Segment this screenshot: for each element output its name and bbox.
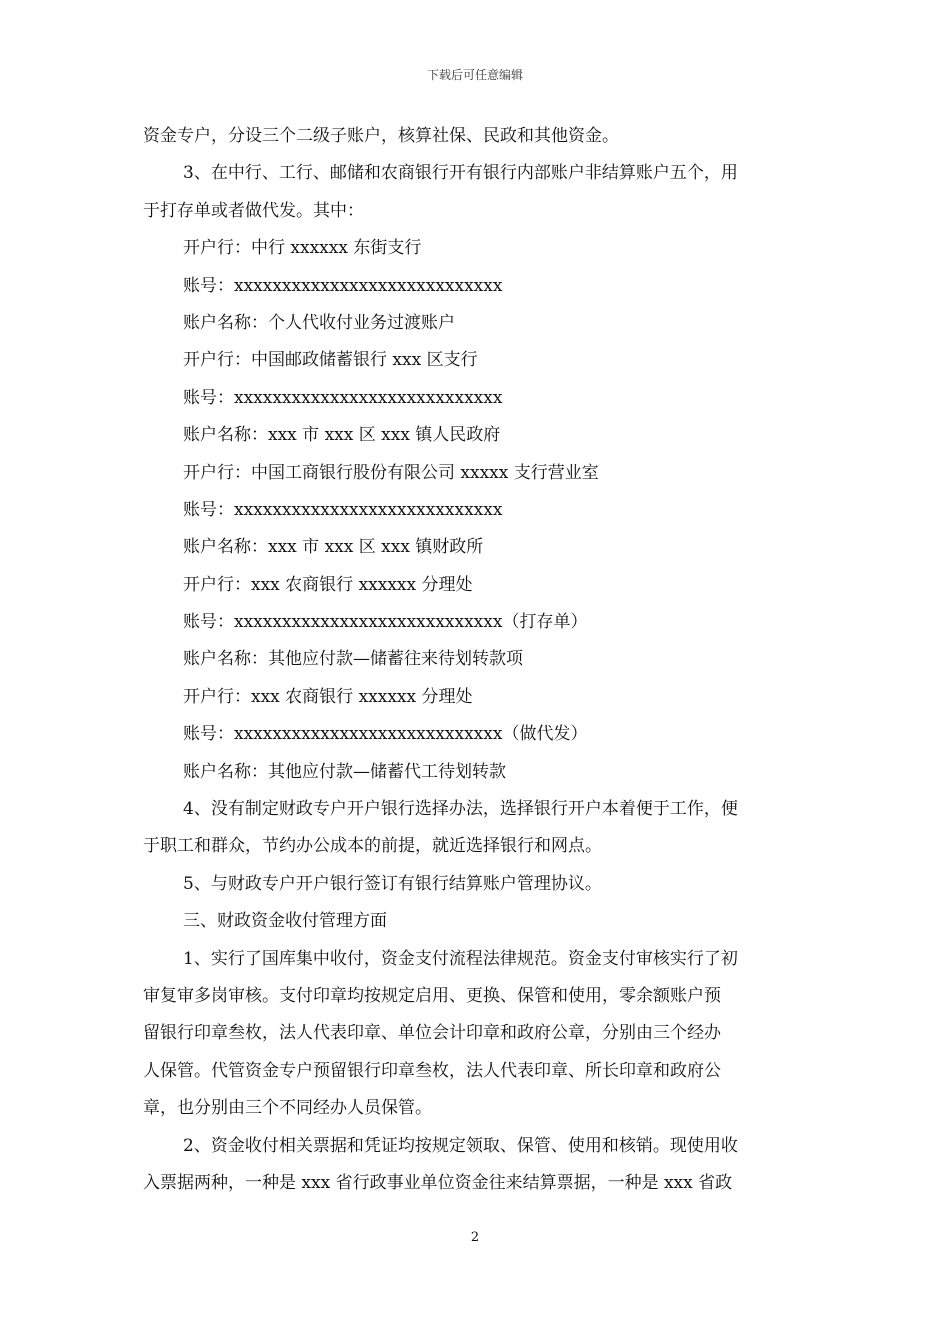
text-line: 账户名称：其他应付款—储蓄往来待划转款项 [183, 649, 523, 670]
text-line: 于职工和群众，节约办公成本的前提，就近选择银行和网点。 [143, 836, 602, 857]
text-line: 开户行：中国邮政储蓄银行 xxx 区支行 [183, 350, 478, 371]
text-line: 账号：xxxxxxxxxxxxxxxxxxxxxxxxxxxx [183, 499, 503, 520]
text-line: 账户名称：xxx 市 xxx 区 xxx 镇财政所 [183, 537, 484, 558]
text-line: 账户名称：其他应付款—储蓄代工待划转款 [183, 761, 506, 782]
text-line: 账号：xxxxxxxxxxxxxxxxxxxxxxxxxxxx（打存单） [183, 612, 588, 633]
text-line: 开户行：xxx 农商银行 xxxxxx 分理处 [183, 686, 473, 707]
text-line: 账户名称：个人代收付业务过渡账户 [183, 312, 455, 333]
text-line: 账号：xxxxxxxxxxxxxxxxxxxxxxxxxxxx [183, 275, 503, 296]
document-body [143, 118, 807, 1202]
text-line: 账号：xxxxxxxxxxxxxxxxxxxxxxxxxxxx（做代发） [183, 724, 588, 745]
header-note: 下载后可任意编辑 [426, 68, 523, 82]
text-line: 于打存单或者做代发。其中： [143, 200, 364, 221]
text-line: 三、财政资金收付管理方面 [183, 911, 387, 932]
text-line: 1、实行了国库集中收付，资金支付流程法律规范。资金支付审核实行了初 [183, 948, 738, 969]
text-line: 开户行：中国工商银行股份有限公司 xxxxx 支行营业室 [183, 462, 599, 483]
text-line: 审复审多岗审核。支付印章均按规定启用、更换、保管和使用，零余额账户预 [143, 985, 721, 1006]
text-line: 资金专户，分设三个二级子账户，核算社保、民政和其他资金。 [143, 126, 619, 146]
text-line: 账号：xxxxxxxxxxxxxxxxxxxxxxxxxxxx [183, 387, 503, 408]
text-line: 开户行：xxx 农商银行 xxxxxx 分理处 [183, 574, 473, 595]
text-line: 4、没有制定财政专户开户银行选择办法，选择银行开户本着便于工作，便 [183, 799, 738, 820]
text-line: 留银行印章叁枚，法人代表印章、单位会计印章和政府公章，分别由三个经办 [143, 1023, 721, 1044]
text-line: 3、在中行、工行、邮储和农商银行开有银行内部账户非结算账户五个，用 [183, 163, 738, 184]
page-number: 2 [470, 1230, 480, 1245]
text-line: 章，也分别由三个不同经办人员保管。 [143, 1098, 432, 1119]
text-line: 入票据两种，一种是 xxx 省行政事业单位资金往来结算票据，一种是 xxx 省政 [143, 1172, 733, 1193]
text-line: 5、与财政专户开户银行签订有银行结算账户管理协议。 [183, 873, 602, 894]
text-line: 账户名称：xxx 市 xxx 区 xxx 镇人民政府 [183, 425, 501, 446]
text-line: 人保管。代管资金专户预留银行印章叁枚，法人代表印章、所长印章和政府公 [143, 1060, 721, 1081]
text-line: 开户行：中行 xxxxxx 东街支行 [183, 238, 422, 259]
text-line: 2、资金收付相关票据和凭证均按规定领取、保管、使用和核销。现使用收 [183, 1135, 738, 1156]
